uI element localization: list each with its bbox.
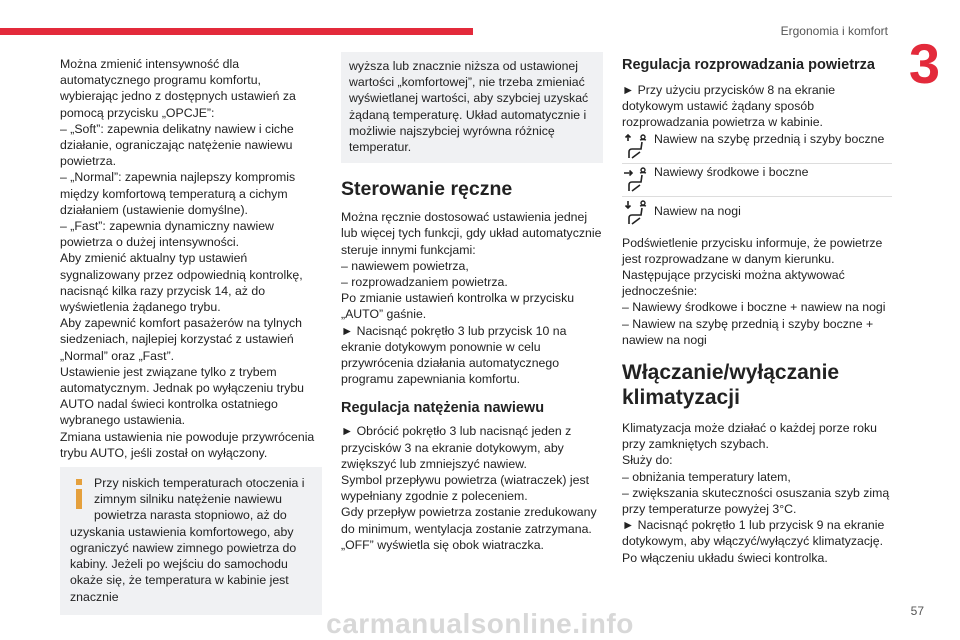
distribution-row-center: [622, 164, 892, 196]
column-right: [622, 56, 892, 566]
paragraph: – obniżania temperatury latem,: [622, 469, 791, 484]
center-vents-airflow-icon: [622, 165, 650, 195]
windscreen-airflow-icon: [622, 132, 650, 162]
heading-airflow: Regulacja natężenia nawiewu: [341, 400, 545, 417]
paragraph: – „Fast”: zapewnia dynamiczny nawiew powietrza o dużej intensywności.: [60, 219, 274, 250]
icon-label: Nawiew na nogi: [654, 203, 741, 218]
paragraph: – „Normal”: zapewnia najlepszy kompromis między komfortową temperaturą a cichym działaniem (ustawienie domyślne).: [60, 170, 296, 217]
info-box: [60, 467, 322, 615]
paragraph: Następujące przyciski można aktywować jednocześnie:: [622, 268, 845, 299]
paragraph: Można zmienić intensywność dla automatycznego programu komfortu, wybierając jedno z dostępnych ustawień za pomocą przycisku „OPCJE”:: [60, 57, 296, 120]
paragraph: Symbol przepływu powietrza (wiatraczek) jest wypełniany zgodnie z poleceniem.: [341, 473, 590, 504]
paragraph: ► Obrócić pokrętło 3 lub nacisnąć jeden z przycisków 3 na ekranie dotykowym, aby zwiększyć lub zmniejszyć nawiew.: [341, 424, 572, 471]
paragraph: Podświetlenie przycisku informuje, że powietrze jest rozprowadzane w danym kierunku.: [622, 235, 883, 266]
paragraph: – zwiększania skuteczności osuszania szyb zimą przy temperaturze powyżej 3°C.: [622, 485, 890, 517]
distribution-row-windscreen: [622, 131, 892, 163]
paragraph: – nawiewem powietrza,: [341, 258, 469, 273]
icon-label: Nawiew na szybę przednią i szyby boczne: [654, 131, 885, 146]
paragraph: – Nawiewy środkowe i boczne + nawiew na nogi: [622, 300, 886, 315]
column-left: [60, 56, 322, 615]
paragraph: – rozprowadzaniem powietrza.: [341, 275, 508, 290]
paragraph: ► Nacisnąć pokrętło 1 lub przycisk 9 na ekranie dotykowym, aby włączyć/wyłączyć klimatyzację.: [622, 518, 885, 549]
info-text: wyższa lub znacznie niższa od ustawionej wartości „komfortowej”, nie trzeba zmieniać wyświetlanej wartości, aby szybciej uzyskać żądaną temperaturę. Układ automatycznie i możliwie najszybciej wyrówna różnicę temperatur.: [349, 59, 589, 155]
heading-air-distribution: Regulacja rozprowadzania powietrza: [622, 57, 875, 73]
paragraph: Gdy przepływ powietrza zostanie zredukowany do minimum, wentylacja zostanie zatrzymana. „OFF” wyświetla się obok wiatraczka.: [341, 505, 597, 552]
paragraph: ► Nacisnąć pokrętło 3 lub przycisk 10 na ekranie dotykowym ponownie w celu przywrócenia działania automatycznego programu zapewniania komfortu.: [341, 323, 567, 387]
paragraph: Można ręcznie dostosować ustawienia jednej lub więcej tych funkcji, gdy układ automatycznie steruje innymi funkcjami:: [341, 210, 602, 257]
chapter-number: 3: [908, 32, 940, 95]
page-number: 57: [910, 604, 924, 618]
column-middle: [341, 52, 603, 553]
paragraph: Służy do:: [622, 453, 673, 468]
heading-manual-control: Sterowanie ręczne: [341, 178, 513, 201]
paragraph: Po zmianie ustawień kontrolka w przycisku „AUTO” gaśnie.: [341, 291, 575, 322]
paragraph: – „Soft”: zapewnia delikatny nawiew i ciche działanie, ograniczając natężenie nawiewu powietrza.: [60, 121, 294, 169]
paragraph: Ustawienie jest związane tylko z trybem automatycznym. Jednak po wyłączeniu trybu AUTO nadal świeci kontrolka ostatniego wybranego ustawienia.: [60, 364, 305, 428]
paragraph: ► Przy użyciu przycisków 8 na ekranie dotykowym ustawić żądany sposób rozprowadzania powietrza w kabinie.: [622, 83, 836, 130]
distribution-row-feet: [622, 197, 892, 229]
info-icon: [72, 479, 86, 509]
header-red-bar: [0, 28, 473, 35]
paragraph: Aby zapewnić komfort pasażerów na tylnych siedzeniach, najlepiej korzystać z ustawień „Normal” oraz „Fast”.: [60, 316, 302, 363]
paragraph: Aby zmienić aktualny typ ustawień sygnalizowany przez odpowiednią kontrolkę, nacisnąć kilka razy przycisk 14, aż do wyświetlenia żądanego trybu.: [60, 251, 303, 315]
paragraph: Klimatyzacja może działać o każdej porze roku przy zamkniętych szybach.: [622, 421, 877, 452]
footwell-airflow-icon: [622, 198, 650, 228]
icon-label: Nawiewy środkowe i boczne: [654, 164, 809, 179]
heading-air-conditioning: Włączanie/wyłączanie klimatyzacji: [622, 361, 840, 410]
info-box-continued: [341, 52, 603, 163]
paragraph: Zmiana ustawienia nie powoduje przywrócenia trybu AUTO, jeśli został on wyłączony.: [60, 429, 315, 460]
paragraph: Po włączeniu układu świeci kontrolka.: [622, 550, 828, 565]
paragraph: – Nawiew na szybę przednią i szyby boczne + nawiew na nogi: [622, 316, 874, 347]
section-title: Ergonomia i komfort: [780, 24, 888, 38]
info-text: Przy niskich temperaturach otoczenia i zimnym silniku natężenie nawiewu powietrza narasta stopniowo, aż do uzyskania ustawienia komfortowego, aby ograniczyć nawiew zimnego powietrza do kabiny. Jeżeli po wejściu do samochodu okaże się, że temperatura w kabinie jest znacznie: [70, 476, 305, 604]
watermark: carmanualsonline.info: [326, 608, 634, 639]
